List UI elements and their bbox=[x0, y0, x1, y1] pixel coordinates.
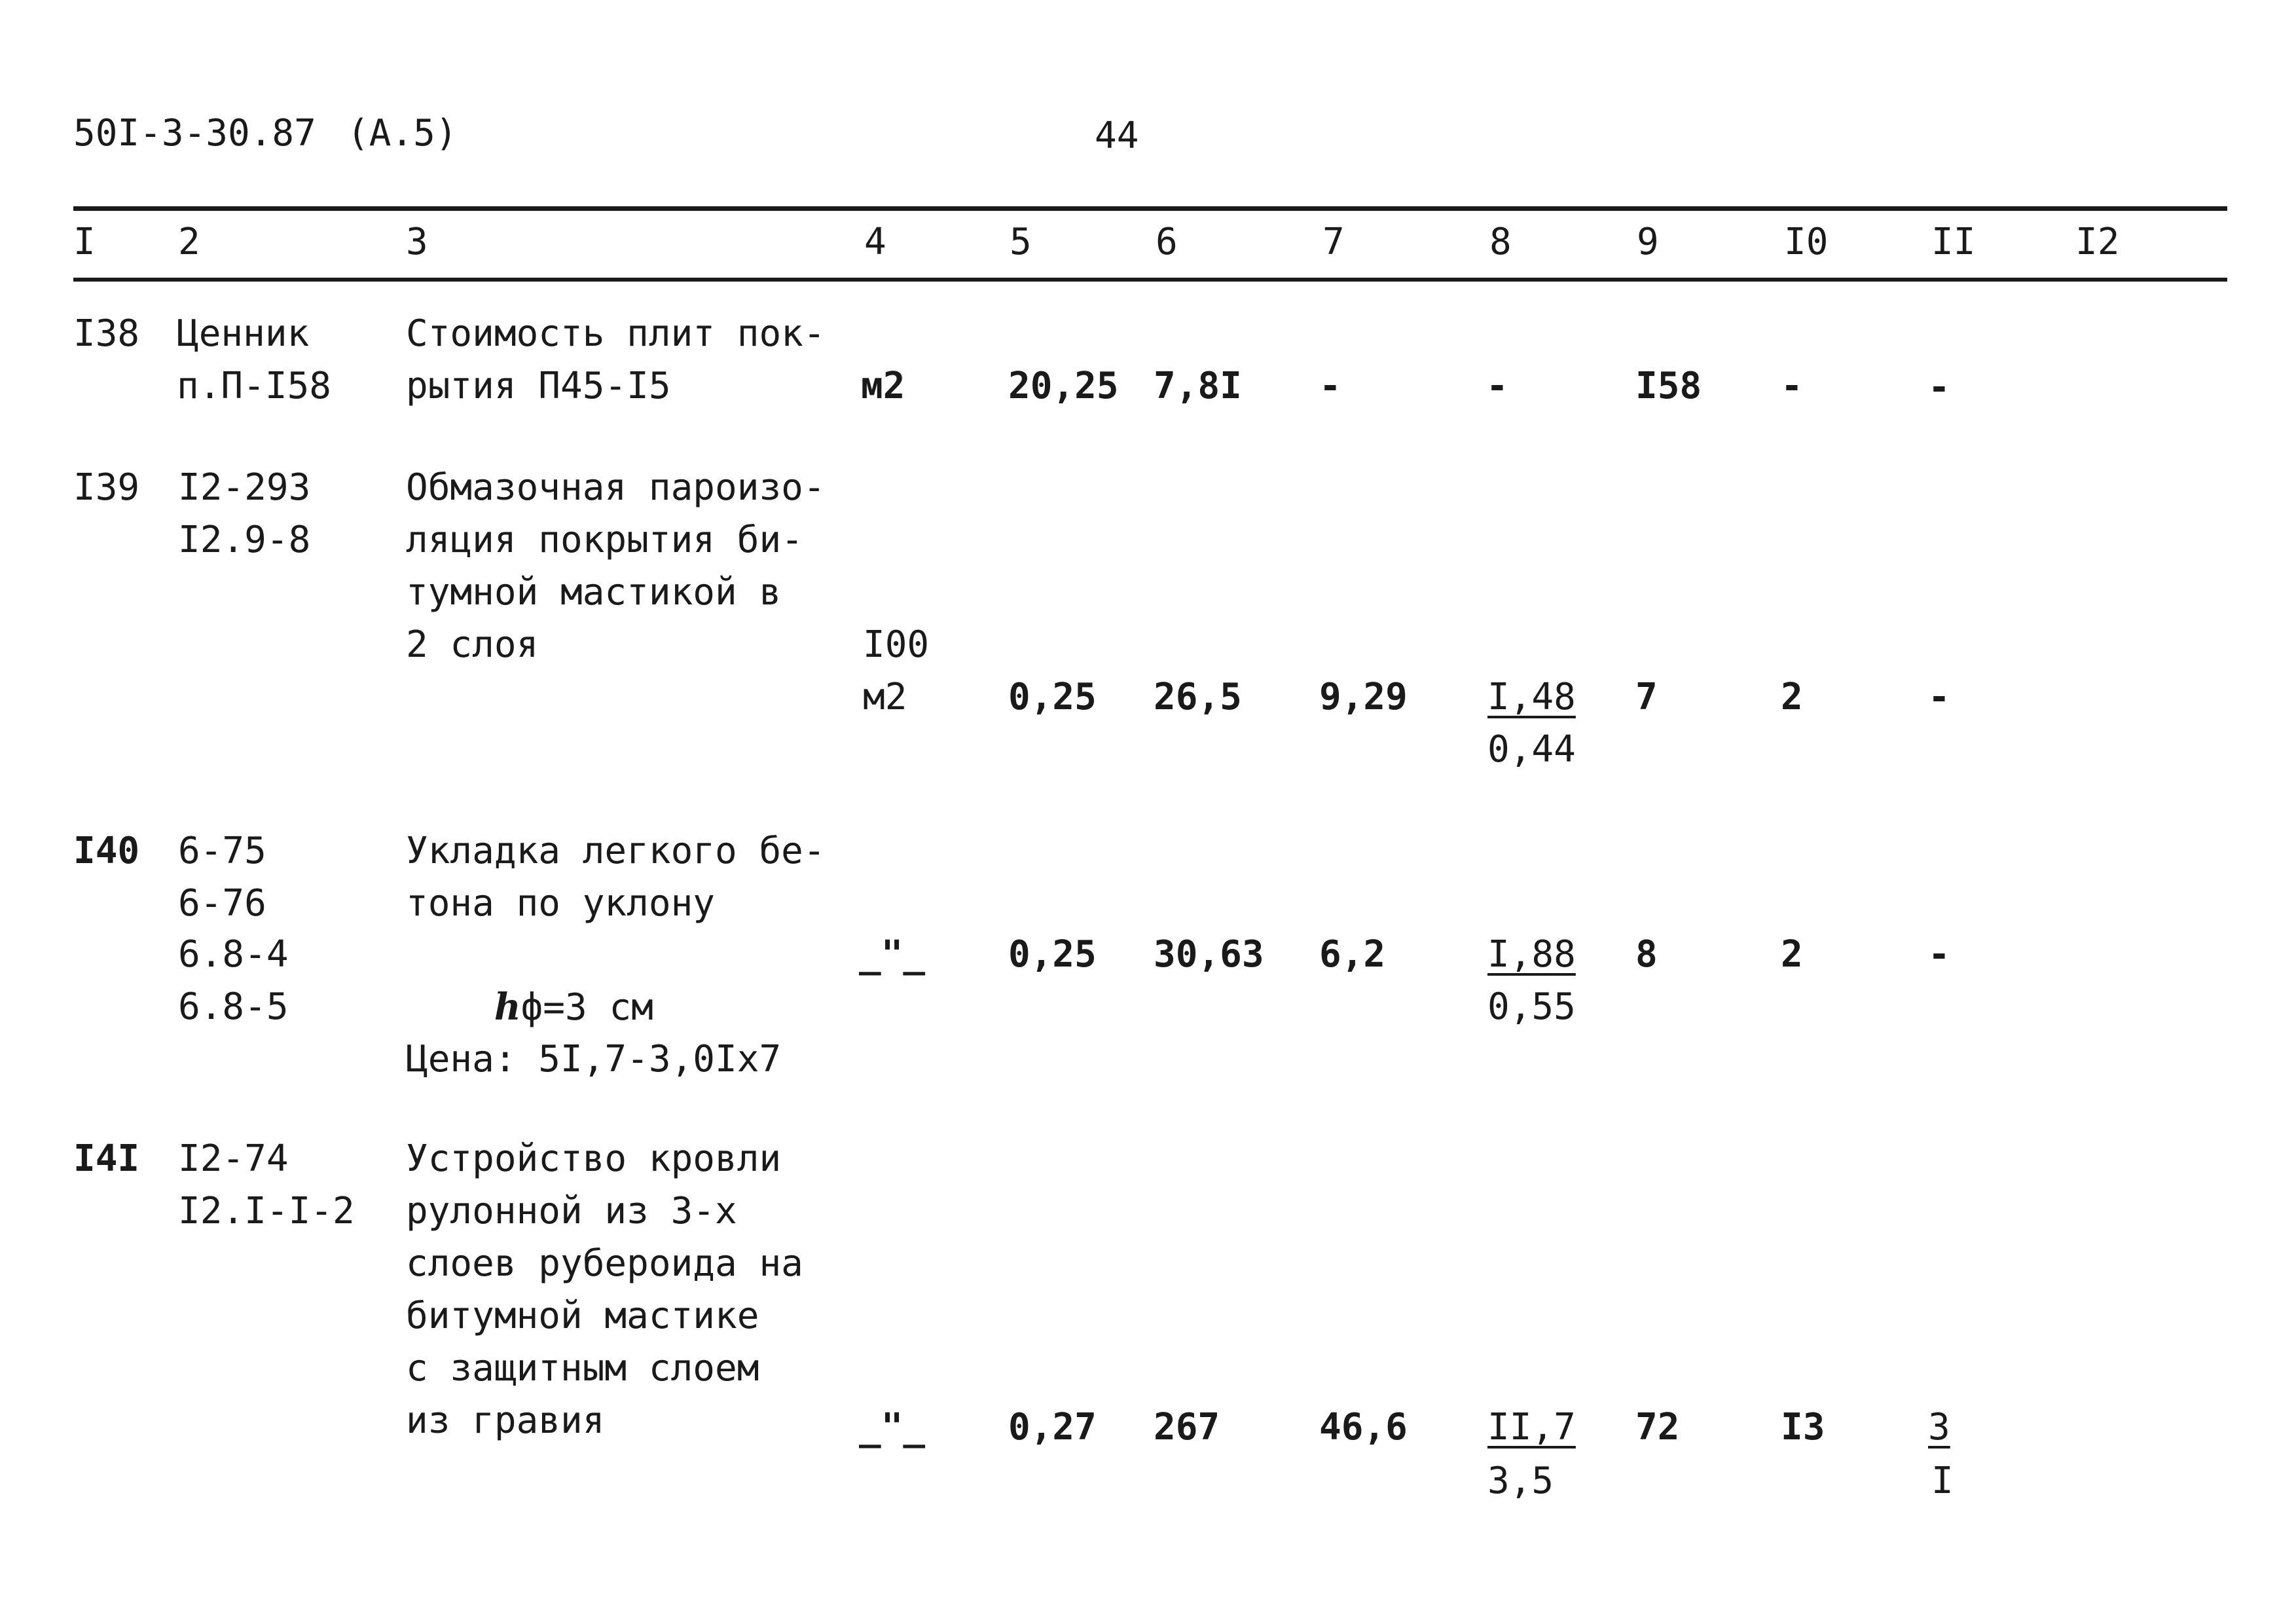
col7-value: 6,2 bbox=[1319, 933, 1386, 976]
total-cost: 8 bbox=[1635, 933, 1658, 976]
unit-price: 26,5 bbox=[1154, 676, 1242, 718]
norm-code: п.П-I58 bbox=[177, 365, 332, 407]
col8-denominator: 0,55 bbox=[1487, 986, 1576, 1028]
unit: м2 bbox=[861, 365, 905, 407]
unit-price: 267 bbox=[1154, 1406, 1220, 1449]
col8-denominator: 0,44 bbox=[1487, 728, 1576, 771]
col10-value: I3 bbox=[1781, 1406, 1825, 1449]
column-header: I bbox=[73, 221, 96, 263]
norm-code: I2.9-8 bbox=[178, 519, 311, 561]
total-cost: 7 bbox=[1635, 676, 1658, 718]
col8-numerator: II,7 bbox=[1487, 1406, 1576, 1449]
col8-numerator: I,48 bbox=[1487, 676, 1576, 718]
unit: м2 bbox=[863, 676, 907, 718]
document-code: 50I-3-30.87 bbox=[73, 112, 316, 155]
work-description: битумной мастике bbox=[406, 1295, 759, 1337]
norm-code: 6-75 bbox=[178, 830, 266, 872]
col10-value: 2 bbox=[1781, 676, 1803, 718]
column-header: 2 bbox=[178, 221, 200, 263]
unit: _"_ bbox=[859, 1406, 926, 1449]
work-description: рулонной из 3-х bbox=[406, 1190, 737, 1232]
col11-numerator: 3 bbox=[1928, 1406, 1950, 1449]
norm-code: 6.8-4 bbox=[178, 933, 289, 976]
album-number: (А.5) bbox=[347, 112, 458, 155]
column-header: 6 bbox=[1156, 221, 1178, 263]
work-description: из гравия bbox=[406, 1399, 605, 1442]
row-number: I40 bbox=[73, 830, 140, 872]
col8-value: - bbox=[1486, 365, 1508, 407]
column-header: II bbox=[1931, 221, 1976, 263]
norm-code: Ценник bbox=[177, 312, 310, 355]
quantity: 0,25 bbox=[1008, 676, 1097, 718]
col10-value: 2 bbox=[1781, 933, 1803, 976]
column-header: I0 bbox=[1784, 221, 1829, 263]
work-description: тона по уклону bbox=[406, 882, 716, 925]
unit-price: 7,8I bbox=[1154, 365, 1242, 407]
column-header: 7 bbox=[1322, 221, 1345, 263]
col8-numerator: I,88 bbox=[1487, 933, 1576, 976]
norm-code: I2.I-I-2 bbox=[178, 1190, 355, 1232]
col11-value: - bbox=[1928, 366, 1950, 409]
column-header: 5 bbox=[1010, 221, 1032, 263]
row-number: I39 bbox=[73, 466, 140, 509]
quantity: 20,25 bbox=[1008, 365, 1119, 407]
table-top-rule bbox=[73, 206, 2227, 211]
norm-code: 6.8-5 bbox=[178, 986, 289, 1028]
work-description: ляция покрытия би- bbox=[406, 519, 803, 561]
col11-value: - bbox=[1928, 676, 1950, 718]
work-description: Устройство кровли bbox=[406, 1137, 782, 1180]
work-description: Обмазочная пароизо- bbox=[406, 466, 826, 509]
column-header: I2 bbox=[2075, 221, 2120, 263]
col11-value: - bbox=[1928, 933, 1950, 976]
unit: I00 bbox=[863, 623, 930, 666]
work-description: с защитным слоем bbox=[406, 1347, 759, 1390]
work-description: рытия П45-I5 bbox=[406, 365, 671, 407]
table-header-rule bbox=[73, 278, 2227, 282]
col10-value: - bbox=[1781, 365, 1803, 407]
thickness-value: ф=3 см bbox=[520, 986, 653, 1029]
norm-code: I2-293 bbox=[178, 466, 311, 509]
total-cost: 72 bbox=[1635, 1406, 1680, 1449]
work-description: тумной мастикой в bbox=[406, 571, 782, 614]
quantity: 0,25 bbox=[1008, 933, 1097, 976]
unit-price: 30,63 bbox=[1154, 933, 1264, 976]
work-description: 2 слоя bbox=[406, 623, 539, 666]
column-header: 3 bbox=[406, 221, 428, 263]
column-header: 4 bbox=[864, 221, 886, 263]
unit: _"_ bbox=[859, 933, 926, 976]
col7-value: 46,6 bbox=[1319, 1406, 1408, 1449]
norm-code: I2-74 bbox=[178, 1137, 289, 1180]
row-number: I4I bbox=[73, 1137, 140, 1180]
column-header: 9 bbox=[1637, 221, 1659, 263]
work-description: Укладка легкого бе- bbox=[406, 830, 826, 872]
work-description: слоев рубероида на bbox=[406, 1242, 803, 1285]
total-cost: I58 bbox=[1635, 365, 1702, 407]
col11-denominator: I bbox=[1931, 1460, 1954, 1502]
col7-value: - bbox=[1319, 365, 1341, 407]
price-formula: Цена: 5I,7-3,0Iх7 bbox=[406, 1038, 782, 1080]
page-number: 44 bbox=[1095, 115, 1139, 157]
norm-code: 6-76 bbox=[178, 882, 266, 925]
height-symbol: h bbox=[494, 986, 521, 1029]
row-number: I38 bbox=[73, 312, 140, 355]
work-description: Стоимость плит пок- bbox=[406, 312, 826, 355]
quantity: 0,27 bbox=[1008, 1406, 1097, 1449]
column-header: 8 bbox=[1489, 221, 1512, 263]
col7-value: 9,29 bbox=[1319, 676, 1408, 718]
col8-denominator: 3,5 bbox=[1487, 1460, 1554, 1502]
